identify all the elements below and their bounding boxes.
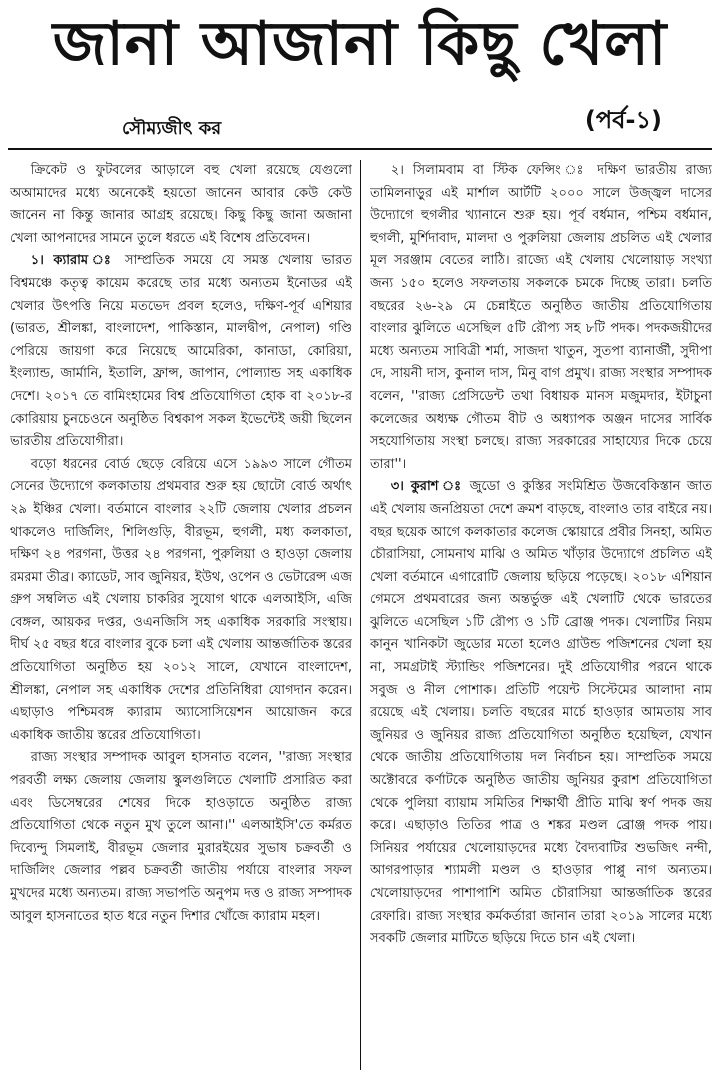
paragraph-kurash <box>370 476 712 950</box>
column-divider <box>360 160 361 1070</box>
paragraph-carrom-history <box>10 454 352 748</box>
paragraph-text: জুডো ও কুস্তির সংমিশ্রিত উজবেকিস্তান জাত এই খেলায় জনপ্রিয়তা দেশে ক্রমশ বাড়ছে, বাংলাও তার বাইরে নয়। বছর ছয়েক আগে কলকাতার কলেজ স্কোয়ারে প্রবীর সিনহা, অমিত চৌরাসিয়া, সোমনাথ মাঝি ও অমিত খাঁড়ার উদ্যোগে প্রচলিত এই খেলা বর্তমানে এগারোটি জেলায় ছড়িয়ে পড়েছে। ২০১৮ এশিয়ান গেমসে প্রথমবারের জন্য অন্তর্ভুক্ত এই খেলাটি থেকে ভারতের ঝুলিতে এসেছিল ১টি রৌপ্য ও ১টি ব্রোঞ্জ পদক। খেলাটির নিয়ম কানুন খানিকটা জুডোর মতো হলেও গ্রাউন্ড পজিশনের খেলা হয় না, সমগ্রটাই স্ট্যান্ডিং পজিশনের। দুই প্রতিযোগীর পরনে থাকে সবুজ ও নীল পোশাক। প্রতিটি পয়েন্ট সিস্টেমের আলাদা নাম রয়েছে এই খেলায়। চলতি বছরের মার্চে হাওড়ার আমতায় সাব জুনিয়র ও জুনিয়র রাজ্য প্রতিযোগিতা অনুষ্ঠিত হয়েছিল, যেখান থেকে জাতীয় প্রতিযোগিতায় দল নির্বাচন হয়। সাম্প্রতিক সময়ে অক্টোবরে কর্ণাটকে অনুষ্ঠিত জাতীয় জুনিয়র কুরাশ প্রতিযোগিতা থেকে পুলিয়া ব্যায়াম সমিতির শিক্ষার্থী প্রীতি মাঝি স্বর্ণ পদক জয় করে। এছাড়াও তিতির পাত্র ও শঙ্কর মণ্ডল ব্রোঞ্জ পদক পায়। সিনিয়র পর্যায়ের খেলোয়াড়দের মধ্যে বৈদ্যবাটির শুভজিৎ নন্দী, আগরপাড়ার শ্যামলী মণ্ডল ও হাওড়ার পাপ্পু নাগ অন্যতম। খেলোয়াড়দের পাশাপাশি অমিত চৌরাসিয়া আন্তর্জাতিক স্তরের রেফারি। রাজ্য সংস্থার কর্মকর্তারা জানান তারা ২০১৯ সালের মধ্যে সবকটি জেলার মাটিতে ছড়িয়ে দিতে চান এই খেলা। <box>370 479 712 947</box>
paragraph-text: সাম্প্রতিক সময়ে যে সমস্ত খেলায় ভারত বিশ্বমঞ্চে কতৃত্ব কায়েম করেছে তার মধ্যে অন্যতম ইনোডর এই খেলার উৎপত্তি নিয়ে মতভেদ প্রবল হলেও, দক্ষিণ-পূর্ব এশিয়ার (ভারত, শ্রীলঙ্কা, বাংলাদেশ, পাকিস্তান, মালদ্বীপ, নেপাল) গণ্ডি পেরিয়ে জায়গা করে নিয়েছে আমেরিকা, কানাডা, কোরিয়া, ইংল্যান্ড, জার্মানি, ইতালি, ফ্রান্স, জাপান, পোল্যান্ড সহ একাধিক দেশে। ২০১৭ তে বামিংহামের বিশ্ব প্রতিযোগিতা হোক বা ২০১৮-র কোরিয়ায় চুনচেওনে অনুষ্ঠিত বিশ্বকাপ সকল ইভেন্টেই জয়ী ছিলেন ভারতীয় প্রতিযোগীরা। <box>10 253 352 450</box>
paragraph-text: ক্রিকেট ও ফুটবলের আড়ালে বহু খেলা রয়েছে যেগুলো অআমাদের মধ্যে অনেকেই হয়তো জানেন আবার কেউ কেউ জানেন না কিন্তু জানার আগ্রহ রয়েছে। কিছু কিছু জানা অজানা খেলা আপনাদের সামনে তুলে ধরতে এই বিশেষ প্রতিবেদন। <box>10 163 352 246</box>
series-label: (পর্ব-১) <box>584 106 662 134</box>
section-heading-carrom: ১। ক্যারাম ঃ <box>30 253 116 269</box>
paragraph-intro <box>10 160 352 250</box>
section-heading-kurash: ৩। কুরাশ ঃ <box>390 479 464 495</box>
author-byline: সৌম্যজীৎ কর <box>122 118 222 139</box>
paragraph-text: বড়ো ধরনের বোর্ড ছেড়ে বেরিয়ে এসে ১৯৯৩ সালে গৌতম সেনের উদ্যোগে কলকাতায় প্রথমবার শুরু হয় ছোটো বোর্ড অর্থাৎ ২৯ ইঞ্চির খেলা। বর্তমানে বাংলার ২২টি জেলায় খেলার প্রচলন থাকলেও দার্জিলিং, শিলিগুড়ি, বীরভূম, হুগলী, মধ্য কলকাতা, দক্ষিণ ২৪ পরগনা, উত্তর ২৪ পরগনা, পুরুলিয়া ও হাওড়া জেলায় রমরমা তীব্র। ক্যাডেট, সাব জুনিয়র, ইউথ, ওপেন ও ভেটারেন্স এজ গ্রুপ সম্বলিত এই খেলায় চাকরির সুযোগ থাকে এলআইসি, এজি বেঙ্গল, আয়কর দপ্তর, ওএনজিসি সহ একাধিক সরকারি সংস্থায়। দীর্ঘ ২৫ বছর ধরে বাংলার বুকে চলা এই খেলায় আন্তর্জাতিক স্তরের প্রতিযোগিতা অনুষ্ঠিত হয় ২০১২ সালে, যেখানে বাংলাদেশ, শ্রীলঙ্কা, নেপাল সহ একাধিক দেশের প্রতিনিধিরা যোগদান করেন। এছাড়াও পশ্চিমবঙ্গ ক্যারাম অ্যাসোসিয়েশন আয়োজন করে একাধিক জাতীয় স্তরের প্রতিযোগিতা। <box>10 456 352 743</box>
left-column <box>10 160 352 1078</box>
header-divider <box>8 148 712 150</box>
right-column <box>370 160 712 1078</box>
paragraph-silambam <box>370 160 712 476</box>
paragraph-carrom-quote <box>10 747 352 928</box>
article-headline: জানা আজানা কিছু খেলা <box>52 9 668 79</box>
paragraph-text: রাজ্য সংস্থার সম্পাদক আবুল হাসনাত বলেন, ''রাজ্য সংস্থার পরবর্তী লক্ষ্য জেলায় জেলায় স্কুলগুলিতে খেলাটি প্রসারিত করা এবং ডিসেম্বরের শেষের দিকে হাওড়াতে অনুষ্ঠিত রাজ্য প্রতিযোগিতা থেকে নতুন মুখ তুলে আনা।'' এলআইসি'তে কর্মরত দিব্যেন্দু সিমলাই, বীরভূম জেলার মুরারইয়ের সুভাষ চক্রবর্তী ও দার্জিলিং জেলার পল্লব চক্রবর্তী জাতীয় পর্যায়ে বাংলার সফল মুখদের মধ্যে অন্যতম। রাজ্য সভাপতি অনুপম দত্ত ও রাজ্য সম্পাদক আবুল হাসনাতের হাত ধরে নতুন দিশার খোঁজে ক্যারাম মহল। <box>10 750 352 924</box>
paragraph-carrom <box>10 250 352 453</box>
paragraph-text: ২। সিলামবাম বা স্টিক ফেন্সিং ঃ দক্ষিণ ভারতীয় রাজ্য তামিলনাড়ুর এই মার্শাল আর্টটি ২০০০ সালে উজ্জ্বল দাসের উদ্যোগে হুগলীর খ্যানানে শুরু হয়। পূর্ব বর্ধমান, পশ্চিম বর্ধমান, হুগলী, মুর্শিদাবাদ, মালদা ও পুরুলিয়া জেলায় প্রচলিত এই খেলার মূল সরঞ্জাম বেতের লাঠি। রাজ্যে এই খেলায় খেলোয়াড় সংখ্যা জন্য ১৫০ হলেও সফলতায় সকলকে চমকে দিচ্ছে তারা। চলতি বছরের ২৬-২৯ মে চেন্নাইতে অনুষ্ঠিত জাতীয় প্রতিযোগিতায় বাংলার ঝুলিতে এসেছিল ৫টি রৌপ্য সহ ৮টি পদক। পদকজয়ীদের মধ্যে অন্যতম সাবিত্রী শর্মা, সাজদা খাতুন, সুতপা ব্যানার্জী, সুদীপা দে, সায়নী দাস, কুনাল দাস, মিনু বাগ প্রমুখ। রাজ্য সংস্থার সম্পাদক বলেন, ''রাজ্য প্রেসিডেন্ট তথা বিধায়ক মানস মজুমদার, ইটাচুনা কলেজের অধ্যক্ষ গৌতম বীট ও অধ্যাপক অঞ্জন দাসের সার্বিক সহযোগিতায় সংস্থা চলছে। রাজ্য সরকারের সাহায্যের দিকে চেয়ে তারা''। <box>370 163 712 472</box>
